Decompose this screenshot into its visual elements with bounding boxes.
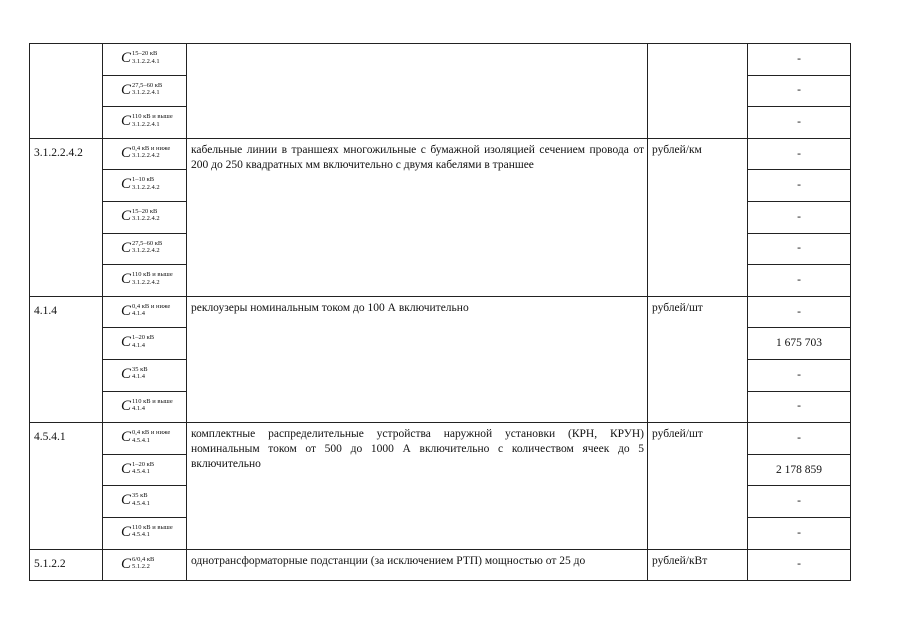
rate-symbol-letter: C [121,397,132,414]
rate-symbol-letter: C [121,302,132,319]
rate-symbol-cell [103,233,187,265]
item-description-cell: комплектные распределительные устройства наружной установки (КРН, КРУН) номинальным током от 500 до 1000 А включительно с количеством ячеек до 5 включительно [187,423,648,549]
item-subscript: 4.1.4 [132,373,146,381]
rate-symbol-letter: C [121,144,132,161]
item-subscript: 3.1.2.2.4.1 [132,57,160,65]
item-unit-cell: рублей/шт [648,296,748,422]
item-code-cell [30,44,103,139]
voltage-superscript: 0,4 кВ и ниже [132,144,171,152]
rate-symbol [103,265,173,288]
rate-symbol-cell [103,391,187,423]
rate-symbol-cell [103,265,187,297]
item-subscript: 3.1.2.2.4.2 [132,152,160,160]
rate-symbol [103,455,154,478]
voltage-superscript: 1–20 кВ [132,334,155,342]
item-description-cell: реклоузеры номинальным током до 100 А включительно [187,296,648,422]
rate-symbol [103,550,154,573]
rate-symbol-letter: C [121,334,132,351]
item-code-cell: 4.5.4.1 [30,423,103,549]
tariff-table-body [30,44,851,581]
item-unit-cell: рублей/шт [648,423,748,549]
rate-symbol-letter: C [121,555,132,572]
item-subscript: 4.5.4.1 [132,531,150,539]
item-description-cell: кабельные линии в траншеях многожильные с бумажной изоляцией сечением провода от 200 до 250 квадратных мм включительно с двумя кабелями в траншее [187,138,648,296]
rate-value-cell: - [748,391,851,423]
rate-symbol [103,392,173,415]
rate-symbol-cell [103,328,187,360]
voltage-superscript: 35 кВ [132,492,148,500]
voltage-superscript: 1–20 кВ [132,460,155,468]
voltage-superscript: 110 кВ и выше [132,523,173,531]
voltage-superscript: 0,4 кВ и ниже [132,429,171,437]
rate-value-cell: - [748,44,851,76]
rate-symbol [103,44,160,67]
rate-symbol-cell [103,549,187,581]
item-subscript: 3.1.2.2.4.2 [132,247,160,255]
item-subscript: 4.5.4.1 [132,436,150,444]
voltage-superscript: 6/0,4 кВ [132,555,155,563]
rate-symbol-cell [103,44,187,76]
rate-value-cell: - [748,423,851,455]
rate-symbol-cell [103,359,187,391]
voltage-superscript: 0,4 кВ и ниже [132,302,171,310]
table-row [30,423,851,455]
item-subscript: 3.1.2.2.4.1 [132,120,160,128]
item-subscript: 5.1.2.2 [132,563,150,570]
rate-symbol-letter: C [121,239,132,256]
rate-value-cell: - [748,233,851,265]
rate-symbol-letter: C [121,429,132,446]
rate-value-cell: - [748,201,851,233]
item-subscript: 3.1.2.2.4.2 [132,183,160,191]
rate-symbol [103,170,160,193]
rate-value-cell: - [748,75,851,107]
rate-symbol-letter: C [121,460,132,477]
rate-symbol [103,486,150,509]
item-unit-cell [648,44,748,139]
rate-symbol-cell [103,423,187,455]
voltage-superscript: 27,5–60 кВ [132,81,163,89]
rate-symbol-cell [103,517,187,549]
rate-symbol-cell [103,170,187,202]
rate-symbol-letter: C [121,113,132,130]
rate-symbol [103,234,162,257]
rate-symbol [103,297,170,320]
rate-symbol-letter: C [121,523,132,540]
rate-symbol-letter: C [121,81,132,98]
rate-value-cell: - [748,359,851,391]
rate-symbol [103,107,173,130]
rate-symbol-letter: C [121,365,132,382]
rate-symbol-letter: C [121,50,132,66]
rate-symbol-cell [103,75,187,107]
rate-value-cell: - [748,517,851,549]
tariff-table [29,43,851,581]
item-description-cell [187,44,648,139]
item-subscript: 3.1.2.2.4.1 [132,89,160,97]
rate-symbol-cell [103,138,187,170]
rate-symbol-letter: C [121,176,132,193]
voltage-superscript: 35 кВ [132,365,148,373]
item-subscript: 3.1.2.2.4.2 [132,278,160,286]
rate-symbol [103,76,162,99]
rate-symbol-cell [103,454,187,486]
item-code-cell: 3.1.2.2.4.2 [30,138,103,296]
rate-symbol-letter: C [121,207,132,224]
item-subscript: 4.1.4 [132,405,146,413]
item-unit-cell: рублей/км [648,138,748,296]
table-row [30,549,851,581]
item-subscript: 4.1.4 [132,310,146,318]
rate-symbol-cell [103,486,187,518]
table-row [30,138,851,170]
item-code-cell: 5.1.2.2 [30,549,103,581]
rate-value-cell: - [748,486,851,518]
table-row [30,44,851,76]
voltage-superscript: 27,5–60 кВ [132,239,163,247]
voltage-superscript: 15–20 кВ [132,50,158,57]
rate-symbol-cell [103,201,187,233]
voltage-superscript: 110 кВ и выше [132,113,173,121]
table-row [30,296,851,328]
item-subscript: 4.5.4.1 [132,499,150,507]
rate-symbol [103,328,154,351]
voltage-superscript: 1–10 кВ [132,176,155,184]
rate-value-cell: - [748,138,851,170]
rate-value-cell: - [748,107,851,139]
item-unit-cell: рублей/кВт [648,549,748,581]
rate-value-cell: - [748,549,851,581]
item-description-cell: однотрансформаторные подстанции (за исключением РТП) мощностью от 25 до [187,549,648,581]
rate-symbol-cell [103,107,187,139]
voltage-superscript: 110 кВ и выше [132,271,173,279]
rate-value-cell: 2 178 859 [748,454,851,486]
item-subscript: 3.1.2.2.4.2 [132,215,160,223]
voltage-superscript: 110 кВ и выше [132,397,173,405]
rate-symbol-letter: C [121,492,132,509]
rate-value-cell: 1 675 703 [748,328,851,360]
rate-symbol [103,518,173,541]
rate-symbol-cell [103,296,187,328]
rate-symbol [103,202,160,225]
rate-value-cell: - [748,265,851,297]
voltage-superscript: 15–20 кВ [132,207,158,215]
rate-value-cell: - [748,296,851,328]
item-subscript: 4.5.4.1 [132,468,150,476]
rate-symbol [103,139,170,162]
rate-symbol-letter: C [121,271,132,288]
rate-value-cell: - [748,170,851,202]
item-subscript: 4.1.4 [132,341,146,349]
rate-symbol [103,360,148,383]
item-code-cell: 4.1.4 [30,296,103,422]
rate-symbol [103,423,170,446]
